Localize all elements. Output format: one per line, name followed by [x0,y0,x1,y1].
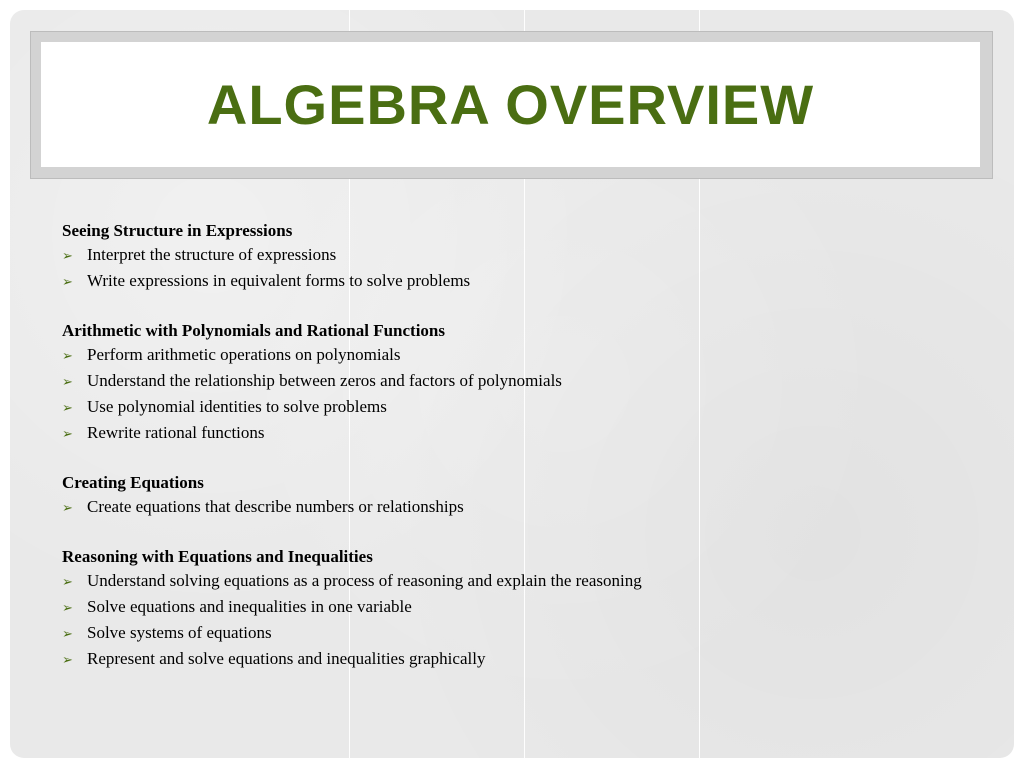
section-heading: Arithmetic with Polynomials and Rational Functions [62,321,445,340]
list-item [62,495,962,521]
section-reasoning-equations [62,545,962,673]
bullet-list [62,495,962,521]
list-item-text: Rewrite rational functions [87,423,265,442]
title-box [41,42,980,167]
section-heading: Creating Equations [62,473,204,492]
list-item [62,595,962,621]
arrow-bullet-icon: ➢ [62,375,73,390]
section-creating-equations [62,471,962,521]
arrow-bullet-icon: ➢ [62,601,73,616]
list-item [62,269,962,295]
arrow-bullet-icon: ➢ [62,427,73,442]
arrow-bullet-icon: ➢ [62,401,73,416]
arrow-bullet-icon: ➢ [62,349,73,364]
list-item-text: Interpret the structure of expressions [87,245,337,264]
arrow-bullet-icon: ➢ [62,249,73,264]
list-item-text: Use polynomial identities to solve problems [87,397,387,416]
list-item-text: Solve equations and inequalities in one variable [87,597,412,616]
list-item [62,647,962,673]
list-item [62,243,962,269]
section-seeing-structure [62,219,962,295]
slide [10,10,1014,758]
bullet-list [62,343,962,447]
list-item [62,569,962,595]
list-item-text: Write expressions in equivalent forms to solve problems [87,271,471,290]
slide-title: ALGEBRA OVERVIEW [206,72,815,136]
list-item [62,395,962,421]
bullet-list [62,569,962,673]
arrow-bullet-icon: ➢ [62,275,73,290]
arrow-bullet-icon: ➢ [62,653,73,668]
list-item-text: Create equations that describe numbers or relationships [87,497,464,516]
bullet-list [62,243,962,295]
list-item [62,343,962,369]
section-heading: Seeing Structure in Expressions [62,221,293,240]
list-item [62,621,962,647]
arrow-bullet-icon: ➢ [62,501,73,516]
list-item-text: Understand the relationship between zeros and factors of polynomials [87,371,562,390]
list-item [62,421,962,447]
section-heading: Reasoning with Equations and Inequalities [62,547,373,566]
list-item [62,369,962,395]
list-item-text: Represent and solve equations and inequalities graphically [87,649,486,668]
list-item-text: Understand solving equations as a process of reasoning and explain the reasoning [87,571,642,590]
arrow-bullet-icon: ➢ [62,627,73,642]
list-item-text: Perform arithmetic operations on polynomials [87,345,401,364]
slide-content [62,219,962,697]
section-arithmetic-polynomials [62,319,962,447]
list-item-text: Solve systems of equations [87,623,272,642]
arrow-bullet-icon: ➢ [62,575,73,590]
